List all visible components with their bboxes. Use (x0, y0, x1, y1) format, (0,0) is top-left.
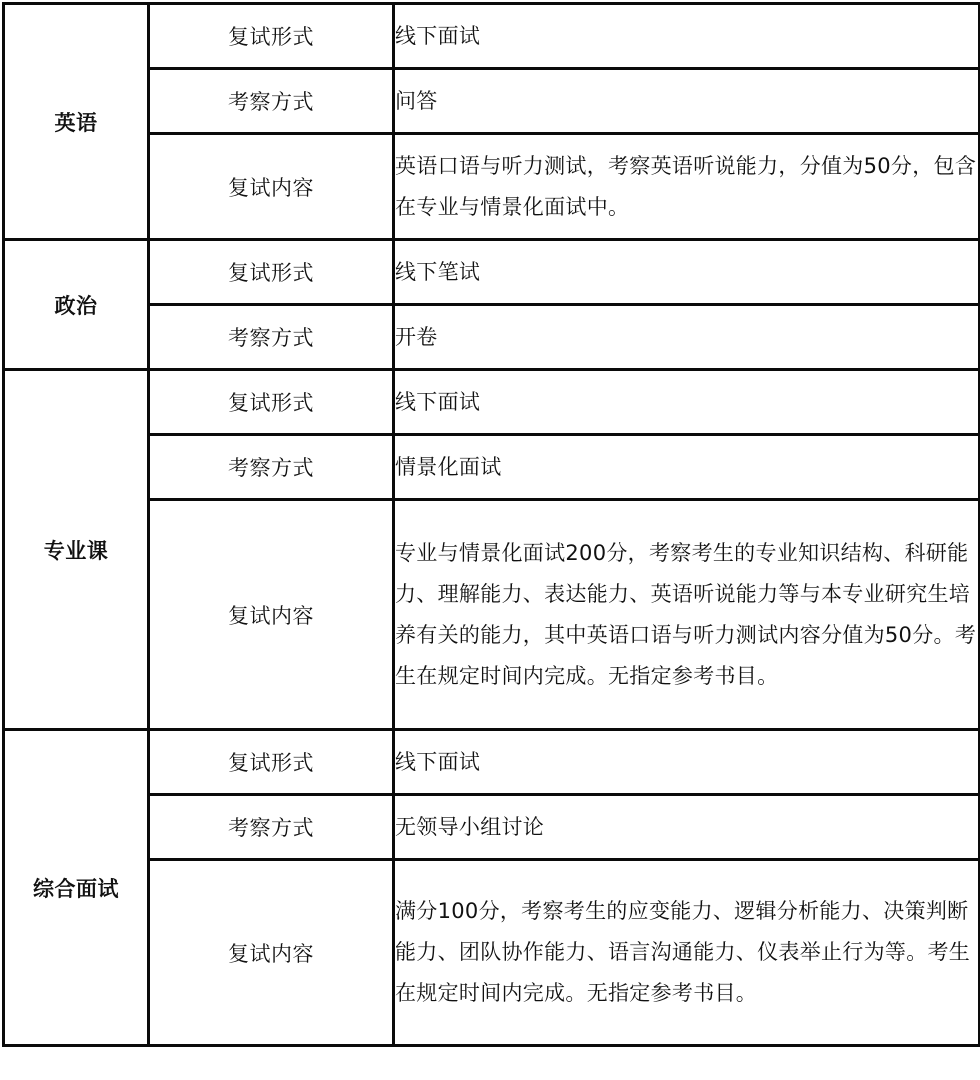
item-label-cell: 复试形式 (149, 240, 394, 305)
item-label-cell: 复试内容 (149, 134, 394, 240)
table-row (4, 435, 980, 500)
table-row (4, 4, 980, 69)
table-row (4, 134, 980, 240)
table-row (4, 305, 980, 370)
table-row (4, 69, 980, 134)
detail-cell: 问答 (394, 69, 980, 134)
detail-cell: 线下笔试 (394, 240, 980, 305)
item-label-cell: 复试形式 (149, 730, 394, 795)
table-row (4, 370, 980, 435)
table-row (4, 240, 980, 305)
detail-cell: 专业与情景化面试200分，考察考生的专业知识结构、科研能力、理解能力、表达能力、英语听说能力等与本专业研究生培养有关的能力，其中英语口语与听力测试内容分值为50分。考生在规定时间内完成。无指定参考书目。 (394, 500, 980, 730)
detail-cell: 情景化面试 (394, 435, 980, 500)
item-label-cell: 考察方式 (149, 795, 394, 860)
table-row (4, 500, 980, 730)
item-label-cell: 复试形式 (149, 4, 394, 69)
subject-cell-english: 英语 (4, 4, 149, 240)
detail-cell: 线下面试 (394, 730, 980, 795)
item-label-cell: 复试形式 (149, 370, 394, 435)
item-label-cell: 复试内容 (149, 860, 394, 1046)
subject-cell-comprehensive-interview: 综合面试 (4, 730, 149, 1046)
detail-cell: 线下面试 (394, 370, 980, 435)
retest-info-table (2, 2, 980, 1047)
detail-cell: 无领导小组讨论 (394, 795, 980, 860)
detail-cell: 开卷 (394, 305, 980, 370)
item-label-cell: 考察方式 (149, 435, 394, 500)
table-row (4, 730, 980, 795)
detail-cell: 英语口语与听力测试，考察英语听说能力，分值为50分，包含在专业与情景化面试中。 (394, 134, 980, 240)
item-label-cell: 复试内容 (149, 500, 394, 730)
subject-cell-politics: 政治 (4, 240, 149, 370)
item-label-cell: 考察方式 (149, 69, 394, 134)
detail-cell: 满分100分，考察考生的应变能力、逻辑分析能力、决策判断能力、团队协作能力、语言沟通能力、仪表举止行为等。考生在规定时间内完成。无指定参考书目。 (394, 860, 980, 1046)
table-row (4, 795, 980, 860)
subject-cell-major-course: 专业课 (4, 370, 149, 730)
table-row (4, 860, 980, 1046)
item-label-cell: 考察方式 (149, 305, 394, 370)
detail-cell: 线下面试 (394, 4, 980, 69)
